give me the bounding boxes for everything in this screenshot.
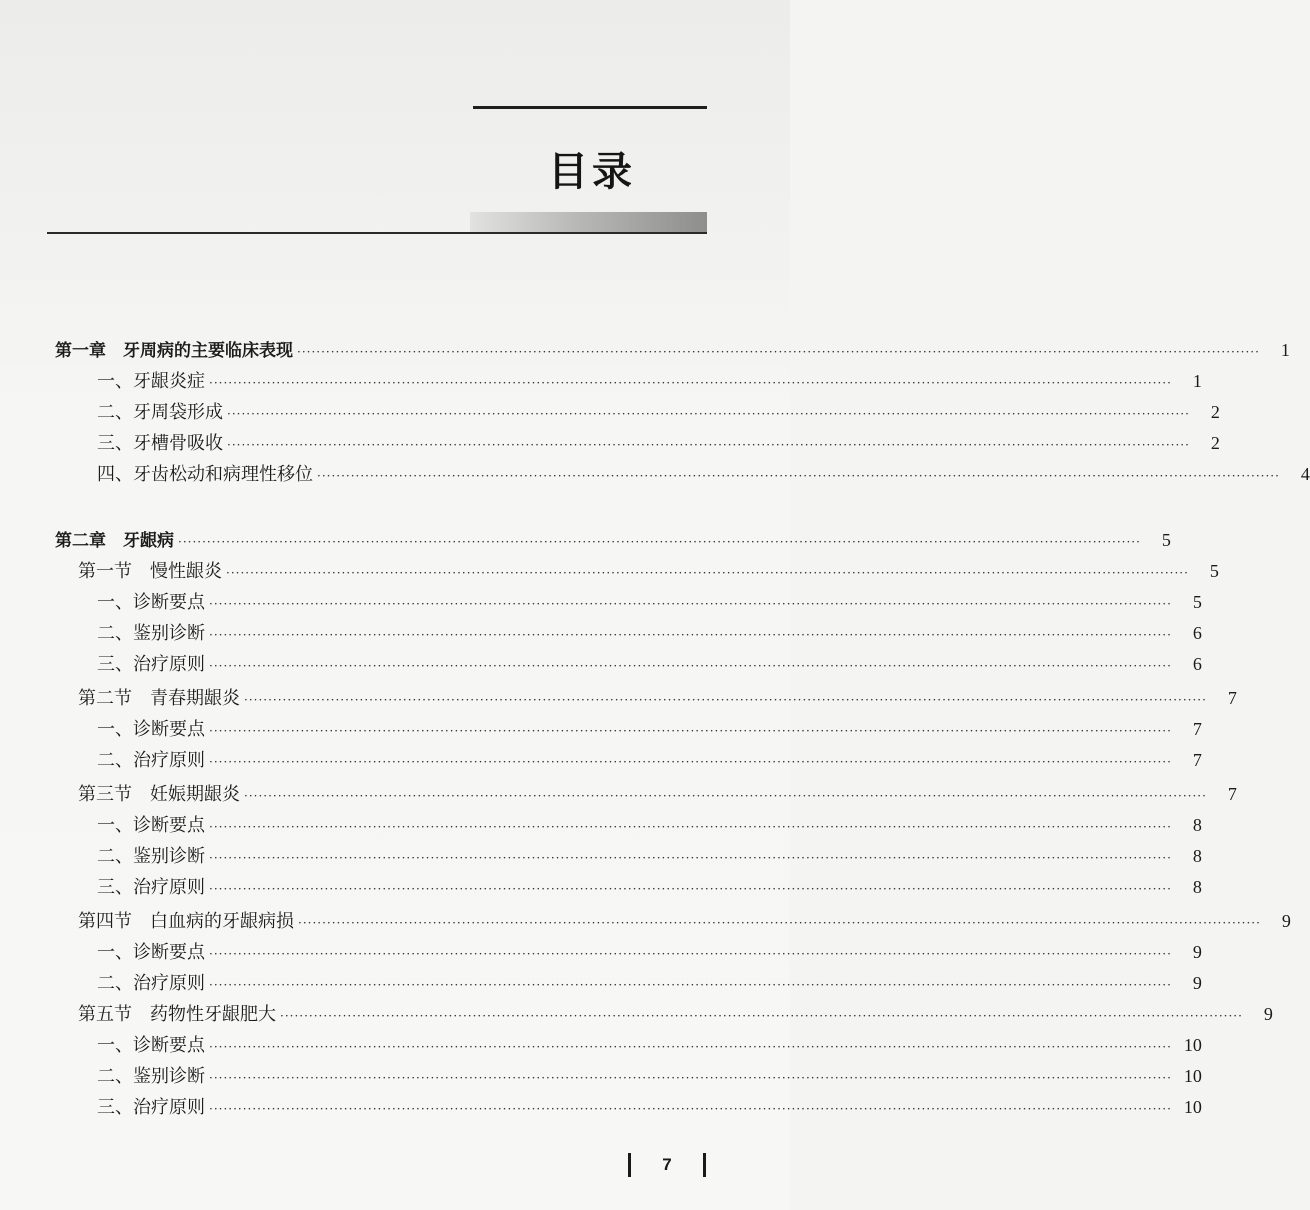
toc-chapter-row[interactable] xyxy=(55,335,1290,365)
toc-leader-dots: ········································································································································································································ xyxy=(317,469,1280,483)
toc-entry-label: 第四节 白血病的牙龈病损 xyxy=(78,911,294,932)
toc-leader-dots: ········································································································································································································ xyxy=(244,693,1207,707)
toc-entry-label: 第一章 牙周病的主要临床表现 xyxy=(55,341,293,361)
toc-page-number: 9 xyxy=(1263,1004,1273,1024)
toc-page-number: 8 xyxy=(1192,815,1202,835)
toc-leader-dots: ········································································································································································································ xyxy=(178,535,1141,549)
toc-section-row[interactable] xyxy=(78,683,1237,713)
toc-item-row[interactable] xyxy=(97,968,1202,998)
toc-leader-dots: ········································································································································································································ xyxy=(209,882,1172,896)
toc-item-row[interactable] xyxy=(97,618,1202,648)
toc-entry-label: 三、治疗原则 xyxy=(97,654,205,675)
toc-leader-dots: ········································································································································································································ xyxy=(227,407,1190,421)
toc-entry-label: 一、诊断要点 xyxy=(97,719,205,740)
toc-page-number: 9 xyxy=(1192,942,1202,962)
toc-entry-label: 第二章 牙龈病 xyxy=(55,531,174,551)
toc-leader-dots: ········································································································································································································ xyxy=(298,916,1261,930)
toc-page-number: 1 xyxy=(1192,371,1202,391)
toc-item-row[interactable] xyxy=(97,714,1202,744)
toc-page-number: 6 xyxy=(1192,654,1202,674)
toc-page-number: 4 xyxy=(1300,464,1310,484)
toc-section-row[interactable] xyxy=(78,906,1291,936)
toc-page-number: 7 xyxy=(1227,688,1237,708)
toc-entry-label: 四、牙齿松动和病理性移位 xyxy=(97,464,313,485)
toc-entry-label: 一、诊断要点 xyxy=(97,1035,205,1056)
toc-page-number: 5 xyxy=(1161,530,1171,550)
page-title: 目录 xyxy=(548,149,636,195)
toc-entry-label: 第二节 青春期龈炎 xyxy=(78,688,240,709)
toc-page-number: 10 xyxy=(1183,1035,1202,1055)
toc-item-row[interactable] xyxy=(97,1061,1202,1091)
toc-entry-label: 第一节 慢性龈炎 xyxy=(78,561,222,582)
toc-leader-dots: ········································································································································································································ xyxy=(226,566,1189,580)
toc-item-row[interactable] xyxy=(97,587,1202,617)
toc-item-row[interactable] xyxy=(97,1092,1202,1122)
toc-page-number: 7 xyxy=(1227,784,1237,804)
title-gradient-bar xyxy=(470,212,707,232)
toc-item-row[interactable] xyxy=(97,841,1202,871)
toc-entry-label: 一、牙龈炎症 xyxy=(97,371,205,392)
toc-page-number: 8 xyxy=(1192,877,1202,897)
title-bottom-rule xyxy=(47,232,707,234)
toc-entry-label: 二、治疗原则 xyxy=(97,750,205,771)
page-number: 7 xyxy=(662,1155,672,1174)
toc-leader-dots: ········································································································································································································ xyxy=(209,851,1172,865)
toc-item-row[interactable] xyxy=(97,872,1202,902)
toc-leader-dots: ········································································································································································································ xyxy=(209,1102,1172,1116)
title-top-rule xyxy=(473,106,707,109)
toc-leader-dots: ········································································································································································································ xyxy=(209,659,1172,673)
toc-leader-dots: ········································································································································································································ xyxy=(209,978,1172,992)
toc-entry-label: 二、牙周袋形成 xyxy=(97,402,223,423)
toc-entry-label: 一、诊断要点 xyxy=(97,592,205,613)
toc-page-number: 10 xyxy=(1183,1097,1202,1117)
toc-leader-dots: ········································································································································································································ xyxy=(209,628,1172,642)
toc-item-row[interactable] xyxy=(97,810,1202,840)
toc-entry-label: 第五节 药物性牙龈肥大 xyxy=(78,1004,276,1025)
toc-entry-label: 第三节 妊娠期龈炎 xyxy=(78,784,240,805)
toc-item-row[interactable] xyxy=(97,397,1220,427)
toc-leader-dots: ········································································································································································································ xyxy=(209,597,1172,611)
toc-chapter-row[interactable] xyxy=(55,525,1171,555)
toc-leader-dots: ········································································································································································································ xyxy=(227,438,1190,452)
toc-page-number: 5 xyxy=(1192,592,1202,612)
toc-item-row[interactable] xyxy=(97,937,1202,967)
toc-item-row[interactable] xyxy=(97,745,1202,775)
toc-leader-dots: ········································································································································································································ xyxy=(209,376,1172,390)
toc-item-row[interactable] xyxy=(97,459,1310,489)
folio-left-bar xyxy=(628,1153,631,1177)
toc-item-row[interactable] xyxy=(97,428,1220,458)
toc-item-row[interactable] xyxy=(97,1030,1202,1060)
toc-page-number: 2 xyxy=(1210,433,1220,453)
toc-section-row[interactable] xyxy=(78,779,1237,809)
toc-entry-label: 一、诊断要点 xyxy=(97,942,205,963)
toc-entry-label: 三、治疗原则 xyxy=(97,877,205,898)
toc-leader-dots: ········································································································································································································ xyxy=(244,789,1207,803)
toc-page-number: 7 xyxy=(1192,750,1202,770)
toc-leader-dots: ········································································································································································································ xyxy=(209,947,1172,961)
toc-leader-dots: ········································································································································································································ xyxy=(209,1071,1172,1085)
toc-leader-dots: ········································································································································································································ xyxy=(209,755,1172,769)
toc-entry-label: 三、治疗原则 xyxy=(97,1097,205,1118)
toc-section-row[interactable] xyxy=(78,999,1273,1029)
toc-leader-dots: ········································································································································································································ xyxy=(297,345,1260,359)
toc-section-row[interactable] xyxy=(78,556,1219,586)
toc-page-number: 8 xyxy=(1192,846,1202,866)
toc-page-number: 6 xyxy=(1192,623,1202,643)
page-folio xyxy=(628,1152,706,1178)
toc-entry-label: 一、诊断要点 xyxy=(97,815,205,836)
toc-entry-label: 三、牙槽骨吸收 xyxy=(97,433,223,454)
folio-right-bar xyxy=(703,1153,706,1177)
toc-item-row[interactable] xyxy=(97,366,1202,396)
toc-page-number: 9 xyxy=(1281,911,1291,931)
toc-page-number: 5 xyxy=(1209,561,1219,581)
toc-page-number: 2 xyxy=(1210,402,1220,422)
toc-leader-dots: ········································································································································································································ xyxy=(280,1009,1243,1023)
toc-leader-dots: ········································································································································································································ xyxy=(209,1040,1172,1054)
toc-entry-label: 二、鉴别诊断 xyxy=(97,846,205,867)
toc-page-number: 7 xyxy=(1192,719,1202,739)
toc-page-number: 9 xyxy=(1192,973,1202,993)
toc-entry-label: 二、鉴别诊断 xyxy=(97,1066,205,1087)
toc-item-row[interactable] xyxy=(97,649,1202,679)
toc-entry-label: 二、治疗原则 xyxy=(97,973,205,994)
toc-leader-dots: ········································································································································································································ xyxy=(209,820,1172,834)
toc-entry-label: 二、鉴别诊断 xyxy=(97,623,205,644)
toc-page-number: 10 xyxy=(1183,1066,1202,1086)
toc-leader-dots: ········································································································································································································ xyxy=(209,724,1172,738)
toc-page-number: 1 xyxy=(1280,340,1290,360)
